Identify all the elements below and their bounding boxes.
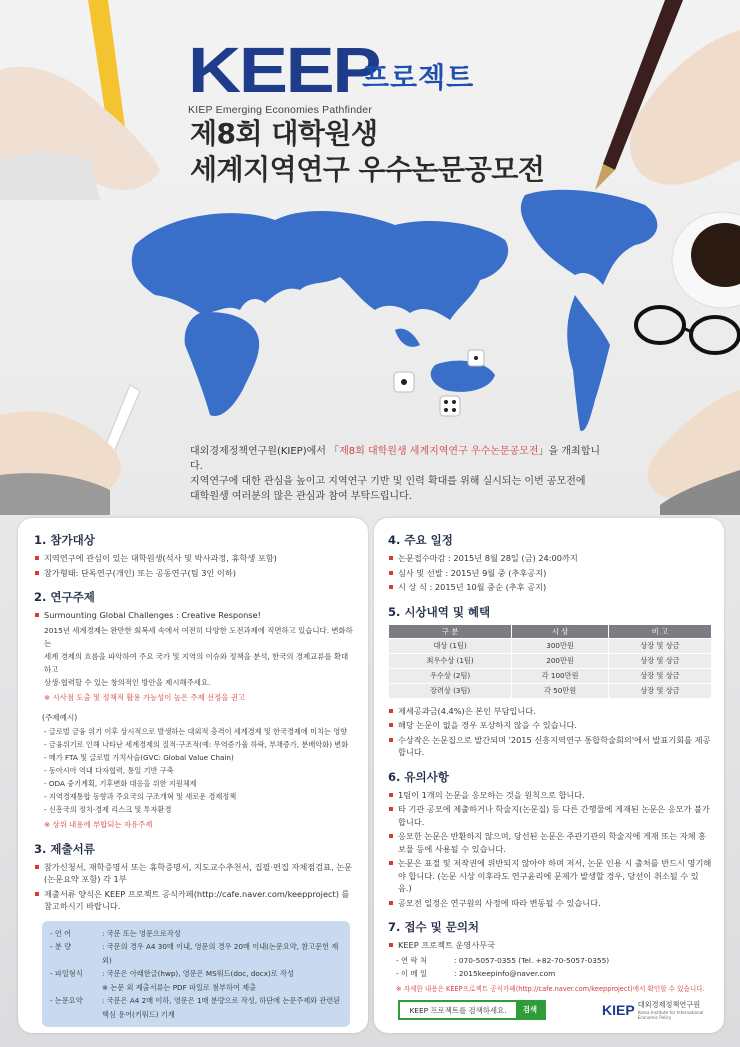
search-box[interactable] — [398, 1000, 546, 1020]
notes-list — [388, 789, 712, 910]
table-cell: 상장 및 상금 — [608, 638, 711, 653]
search-text[interactable]: KEEP 프로젝트를 검색하세요. — [409, 1005, 507, 1015]
writing-hand-image — [0, 375, 160, 515]
topic-examples-heading: (주제예시) — [42, 712, 78, 722]
table-row — [389, 653, 712, 668]
format-info-box — [42, 921, 350, 1028]
contact-email[interactable] — [388, 967, 712, 980]
format-key: - 언 어 — [50, 928, 72, 938]
intro-line2: 지역연구에 대한 관심을 높이고 지역연구 기반 및 인력 확대를 위해 실시되는 이번 공모전에 — [190, 476, 586, 487]
format-value: : 국문 또는 영문으로작성 — [102, 928, 181, 938]
contact-note: ※ 자세한 내용은 KEEP프로젝트 공식카페(http://cafe.naver.com/keepproject)에서 확인할 수 있습니다. — [396, 984, 705, 993]
section-title-notes: 6. 유의사항 — [388, 769, 449, 784]
topic-examples-list — [34, 725, 354, 816]
list-item: - 금융위기로 인해 나타난 세계경제의 질적·구조적(예: 무역증가율 하락, 부채증가, 분배악화) 변화 — [44, 739, 349, 749]
list-item: 시 상 식 : 2015년 10월 중순 (추후 공지) — [388, 581, 712, 594]
table-header: 비 고 — [608, 624, 711, 638]
topic-paragraph-line: 세계 경제의 흐름을 파악하여 주요 국가 및 지역의 이슈와 정책을 분석, 한국의 경제교류를 확대하고 — [44, 651, 349, 674]
format-row-file-note — [50, 981, 342, 995]
format-value: ※ 논문 외 제출서류는 PDF 파일로 첨부하여 제출 — [102, 982, 257, 992]
section-title-contact: 7. 접수 및 문의처 — [388, 920, 480, 934]
intro-highlight: 제8회 대학원생 세계지역연구 우수논문공모전 — [339, 446, 539, 457]
table-cell: 상장 및 상금 — [608, 683, 711, 698]
format-row-length — [50, 940, 342, 967]
format-row-file — [50, 967, 342, 981]
fountain-pen-hand-image — [555, 0, 740, 215]
topic-list — [34, 609, 354, 622]
list-item: 타 기관 공모에 제출하거나 학술지(논문집) 등 다른 간행물에 게재된 논문은 응모가 불가합니다. — [388, 803, 712, 828]
format-key: - 파일형식 — [50, 969, 83, 978]
list-item: - ODA 중기계획, 기후변화 대응을 위한 지원체제 — [44, 778, 197, 788]
contact-value: : 070-5057-0355 (Tel. +82-70-5057-0355) — [454, 955, 610, 965]
kiep-org-name — [638, 1000, 724, 1020]
table-row — [389, 683, 712, 698]
keep-logo-subtitle: KIEP Emerging Economies Pathfinder — [188, 104, 373, 116]
list-item: 논문접수마감 : 2015년 8월 28일 (금) 24:00까지 — [388, 552, 712, 565]
list-item: - 신흥국의 정치·경제 리스크 및 투자환경 — [44, 804, 172, 814]
kiep-footer-logo — [602, 1000, 724, 1020]
list-item: - 글로벌 금융 위기 이후 상시적으로 발생하는 대외적 충격이 세계경제 및 한국경제에 미치는 영향 — [44, 726, 348, 736]
kiep-org-korean: 대외경제정책연구원 — [637, 1000, 701, 1009]
list-item: 지역연구에 관심이 있는 대학원생(석사 및 박사과정, 휴학생 포함) — [34, 552, 354, 565]
table-cell: 장려상 (3팀) — [389, 683, 512, 698]
list-item: - 동아시아 역내 다자협력, 통일 기반 구축 — [44, 765, 174, 775]
keep-logo-text: KEEP — [188, 34, 380, 106]
awards-notes-list — [388, 705, 712, 759]
contact-key: - 연 락 처 — [396, 955, 428, 965]
table-header-row — [389, 624, 712, 638]
page-title-line1: 제8회 대학원생 — [190, 117, 378, 150]
left-column — [18, 518, 368, 1033]
list-item: Surmounting Global Challenges : Creative Response! — [34, 609, 354, 622]
section-title-participants: 1. 참가대상 — [34, 533, 95, 547]
kiep-logo-mark: KIEP — [602, 1002, 635, 1018]
list-item: - 메가 FTA 및 글로벌 가치사슬(GVC: Global Value Chain) — [44, 752, 234, 762]
section-title-topic: 2. 연구주제 — [34, 590, 95, 604]
contact-phone — [388, 954, 712, 967]
intro-line1-pre: 대외경제정책연구원(KIEP)에서 「 — [190, 446, 340, 457]
page-title-line2: 세계지역연구 우수논문공모전 — [190, 153, 545, 186]
list-item: 참가신청서, 재학증명서 또는 휴학증명서, 지도교수추천서, 집필·편집 자체점검표, 논문 (논문요약 포함) 각 1부 — [34, 861, 354, 886]
table-cell: 각 50만원 — [512, 683, 609, 698]
list-item: 해당 논문이 없을 경우 포상하지 않을 수 있습니다. — [388, 719, 712, 732]
table-header: 구 분 — [389, 624, 512, 638]
list-item: 제세공과금(4.4%)은 본인 부담입니다. — [388, 705, 712, 718]
list-item: 공모전 일정은 연구원의 사정에 따라 변동될 수 있습니다. — [388, 897, 712, 910]
table-cell: 대상 (1팀) — [389, 638, 512, 653]
table-cell: 우수상 (2팀) — [389, 668, 512, 683]
kiep-org-english: Korea Institute for International Economic Policy — [637, 1010, 704, 1020]
section-title-documents: 3. 제출서류 — [34, 841, 95, 856]
list-item: 제출서류 양식은 KEEP 프로젝트 공식카페(http://cafe.naver.com/keepproject) 를 참고하시기 바랍니다. — [34, 888, 354, 913]
format-value: : 국문의 경우 A4 30매 이내, 영문의 경우 20매 이내(논문요약, 참고문헌 제외) — [102, 942, 339, 965]
topic-paragraph-line: 2015년 세계경제는 완만한 회복세 속에서 여전히 다양한 도전과제에 직면하고 있습니다. 변화하는 — [44, 625, 353, 648]
intro-text — [190, 444, 610, 504]
table-cell: 300만원 — [512, 638, 609, 653]
pencil-hand-image — [0, 0, 190, 200]
format-value: : 국문은 A4 2매 이하, 영문은 1매 분량으로 작성, 하단에 논문주제와 관련된 핵심 용어(키워드) 기재 — [102, 996, 341, 1019]
intro-line1-post: 」을 개최합니다. — [190, 446, 601, 472]
format-key: - 논문요약 — [50, 996, 83, 1005]
list-item: 응모한 논문은 반환하지 않으며, 당선된 논문은 주관기관의 학술지에 게재 또는 자체 홍보물 등에 사용될 수 있습니다. — [388, 830, 712, 855]
format-key: - 분 량 — [50, 942, 72, 951]
table-cell: 상장 및 상금 — [608, 653, 711, 668]
project-label: 프로젝트 — [362, 61, 475, 94]
list-item: 1팀이 1개의 논문을 응모하는 것을 원칙으로 합니다. — [388, 789, 712, 802]
format-key — [50, 981, 102, 995]
dice-image — [392, 348, 492, 428]
table-cell: 200만원 — [512, 653, 609, 668]
format-row-summary — [50, 994, 342, 1021]
hero-area — [0, 0, 740, 515]
section-title-schedule: 4. 주요 일정 — [388, 533, 453, 547]
table-cell: 최우수상 (1팀) — [389, 653, 512, 668]
contact-key: - 이 메 일 — [396, 968, 428, 978]
topic-note: ※ 시사점 도출 및 정책적 활용 가능성이 높은 주제 선정을 권고 — [44, 692, 246, 702]
world-map-image — [105, 185, 665, 440]
topic-paragraph — [34, 624, 354, 689]
awards-table — [388, 624, 712, 699]
documents-list — [34, 861, 354, 913]
list-item: 논문은 표절 및 저작권에 위반되지 않아야 하며 저서, 논문 인용 시 출처를 반드시 명기해야 합니다. (논문 시상 이후라도 연구윤리에 문제가 발생할 경우, 당선이 취소될 수 있음.) — [388, 857, 712, 895]
keep-logo — [188, 34, 380, 116]
right-column — [374, 518, 724, 1033]
format-value: : 국문은 아래한글(hwp), 영문은 MS워드(doc, docx)로 작성 — [102, 969, 294, 978]
list-item: - 지역경제통합 동향과 주요국의 구조개혁 및 새로운 경제정책 — [44, 791, 237, 801]
contact-value[interactable]: : 2015keepinfo@naver.com — [454, 968, 556, 978]
table-cell: 상장 및 상금 — [608, 668, 711, 683]
schedule-list — [388, 552, 712, 594]
list-item: 수상작은 논문집으로 발간되며 '2015 신흥지역연구 통합학술회의'에서 발표기회를 제공합니다. — [388, 734, 712, 759]
format-row-language — [50, 927, 342, 941]
table-row — [389, 638, 712, 653]
intro-line1 — [190, 444, 610, 474]
intro-line3: 대학원생 여러분의 많은 관심과 참여 부탁드립니다. — [190, 491, 412, 502]
topic-paragraph-line: 상생·협력할 수 있는 창의적인 방안을 제시해주세요. — [44, 677, 211, 687]
search-button[interactable]: 검색 — [516, 1002, 544, 1018]
table-row — [389, 668, 712, 683]
section-title-awards: 5. 시상내역 및 혜택 — [388, 604, 491, 619]
hand-right-image — [600, 380, 740, 515]
participants-list — [34, 552, 354, 579]
table-cell: 각 100만원 — [512, 668, 609, 683]
list-item: KEEP 프로젝트 운영사무국 — [388, 939, 712, 952]
list-item: 심사 및 선발 : 2015년 9월 중 (추후공지) — [388, 567, 712, 580]
topic-note-free: ※ 상위 내용에 부합되는 자유주제 — [44, 819, 153, 829]
list-item: 참가형태: 단독연구(개인) 또는 공동연구(팀 3인 이하) — [34, 567, 354, 580]
contact-list — [388, 939, 712, 952]
table-header: 시 상 — [512, 624, 609, 638]
